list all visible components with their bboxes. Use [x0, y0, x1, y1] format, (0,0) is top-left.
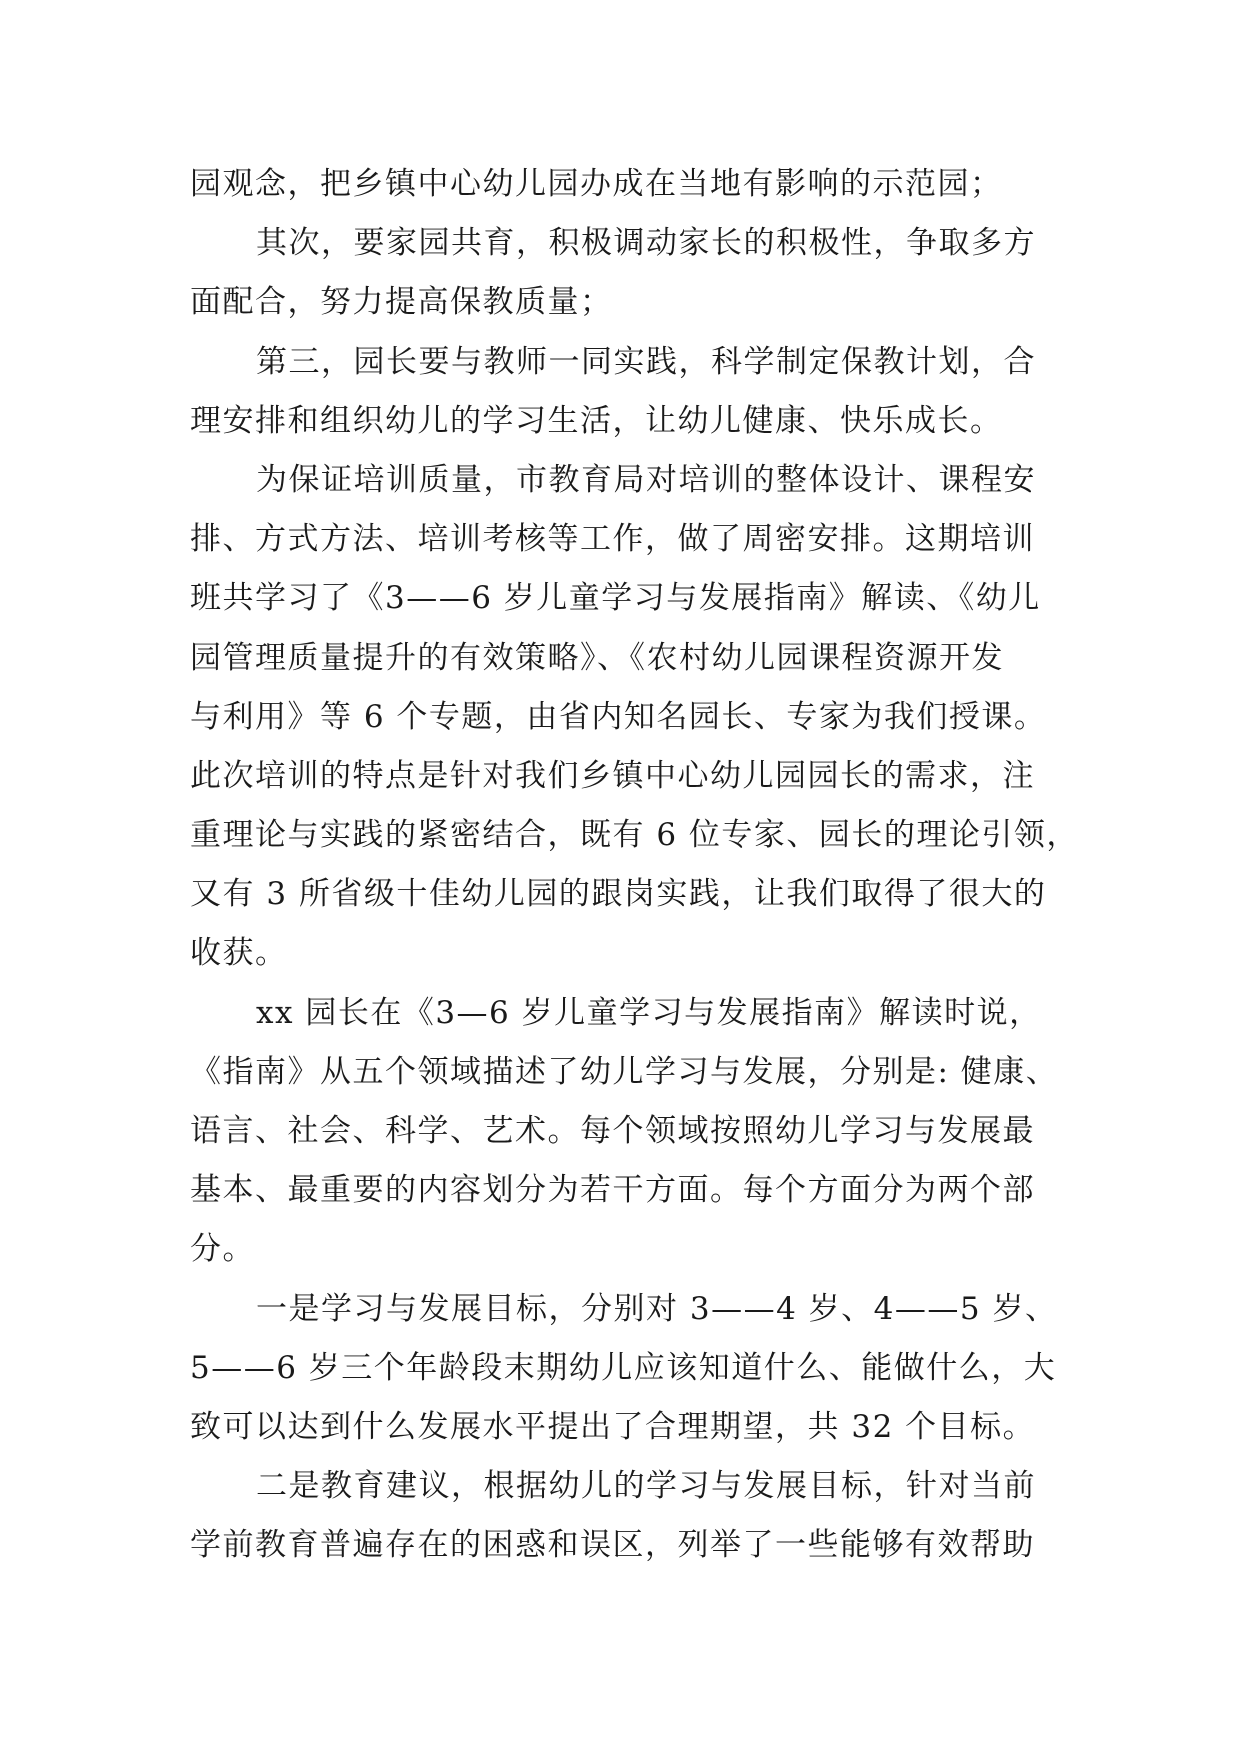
- paragraph-1-line-1: 园观念，把乡镇中心幼儿园办成在当地有影响的示范园；: [190, 166, 1003, 202]
- paragraph-4-line-4: 园管理质量提升的有效策略》、《农村幼儿园课程资源开发: [190, 639, 1004, 676]
- paragraph-5-line-5: 分。: [190, 1231, 255, 1268]
- paragraph-6-line-3: 致可以达到什么发展水平提出了合理期望，共 32 个目标。: [190, 1408, 1036, 1445]
- paragraph-2-line-2: 面配合，努力提高保教质量；: [190, 284, 613, 321]
- paragraph-2-line-1: 其次，要家园共育，积极调动家长的积极性，争取多方: [256, 225, 1036, 262]
- paragraph-4-line-1: 为保证培训质量，市教育局对培训的整体设计、课程安: [256, 461, 1036, 498]
- paragraph-5-line-2: 《指南》从五个领域描述了幼儿学习与发展，分别是: 健康、: [190, 1053, 1059, 1090]
- paragraph-4-line-5: 与利用》等 6 个专题，由省内知名园长、专家为我们授课。: [190, 698, 1047, 735]
- paragraph-7-line-1: 二是教育建议，根据幼儿的学习与发展目标，针对当前: [256, 1468, 1036, 1505]
- paragraph-5-line-1: xx 园长在《3—6 岁儿童学习与发展指南》解读时说，: [256, 994, 1042, 1031]
- paragraph-4-line-8: 又有 3 所省级十佳幼儿园的跟岗实践，让我们取得了很大的: [190, 876, 1047, 913]
- paragraph-6-line-2: 5——6 岁三个年龄段末期幼儿应该知道什么、能做什么，大: [190, 1349, 1057, 1386]
- paragraph-4-line-9: 收获。: [190, 935, 288, 972]
- paragraph-4-line-3: 班共学习了《3——6 岁儿童学习与发展指南》解读、《幼儿: [190, 580, 1041, 617]
- paragraph-3-line-2: 理安排和组织幼儿的学习生活，让幼儿健康、快乐成长。: [190, 402, 1003, 439]
- paragraph-5-line-3: 语言、社会、科学、艺术。每个领域按照幼儿学习与发展最: [190, 1113, 1035, 1149]
- paragraph-7-line-2: 学前教育普遍存在的困惑和误区，列举了一些能够有效帮助: [190, 1527, 1035, 1564]
- body-text: [190, 155, 1079, 1576]
- paragraph-4-line-7: 重理论与实践的紧密结合，既有 6 位专家、园长的理论引领，: [190, 817, 1079, 854]
- paragraph-4-line-2: 排、方式方法、培训考核等工作，做了周密安排。这期培训: [190, 521, 1035, 558]
- paragraph-4-line-6: 此次培训的特点是针对我们乡镇中心幼儿园园长的需求，注: [190, 757, 1035, 794]
- paragraph-3-line-1: 第三，园长要与教师一同实践，科学制定保教计划，合: [256, 343, 1036, 380]
- paragraph-5-line-4: 基本、最重要的内容划分为若干方面。每个方面分为两个部: [190, 1172, 1035, 1209]
- paragraph-6-line-1: 一是学习与发展目标，分别对 3——4 岁、4——5 岁、: [256, 1290, 1058, 1327]
